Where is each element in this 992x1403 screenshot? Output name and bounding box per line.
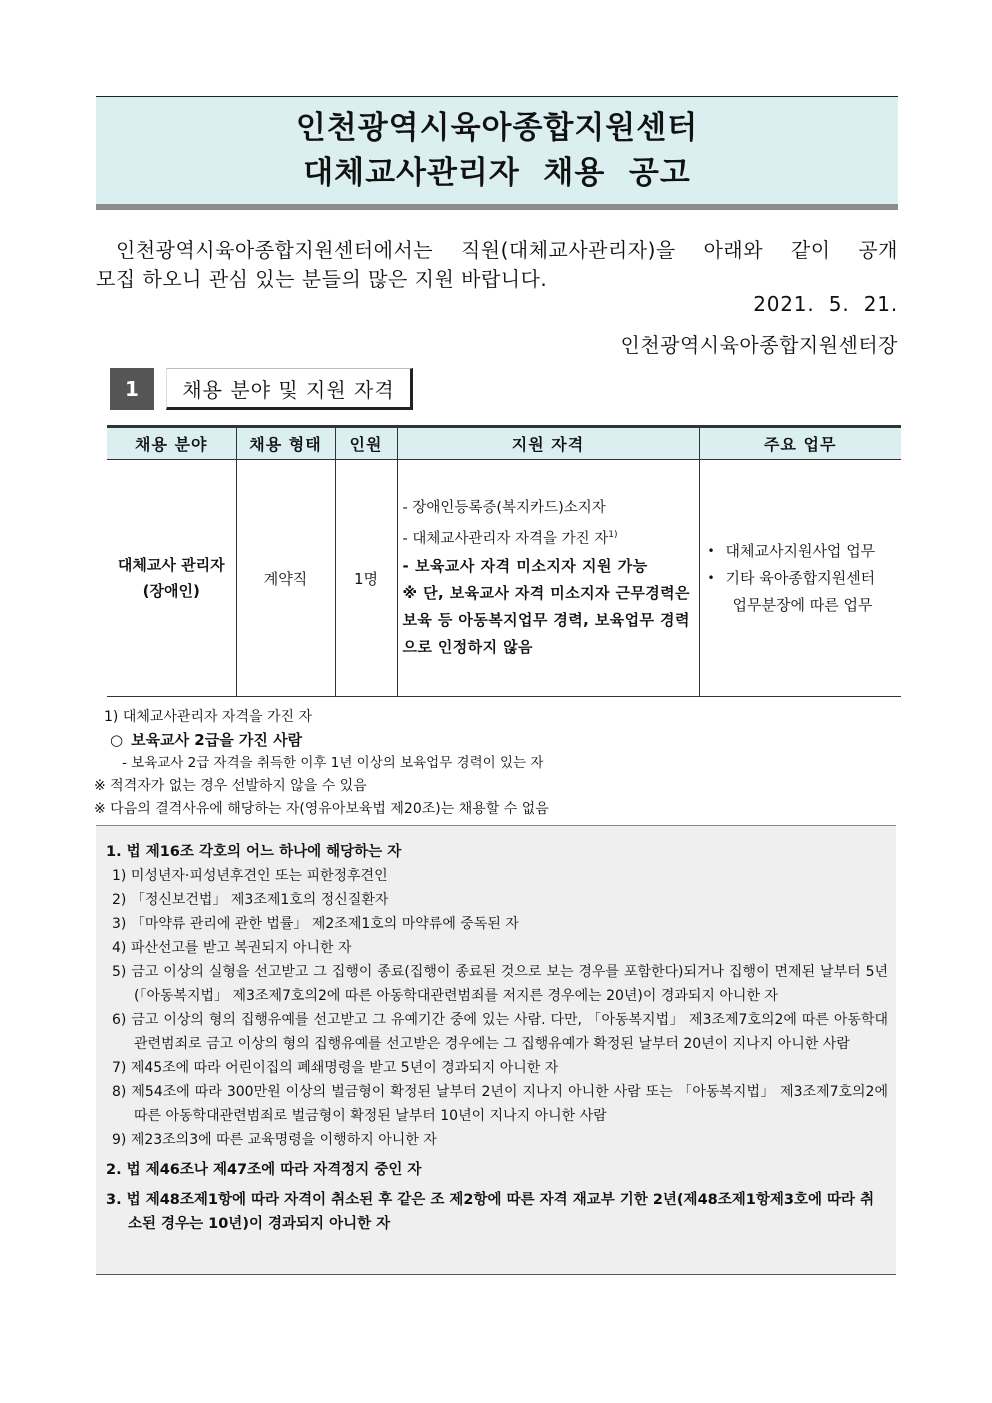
intro-line-2: 모집 하오니 관심 있는 분들의 많은 지원 바랍니다. [96, 267, 548, 291]
list-item: 5) 금고 이상의 실형을 선고받고 그 집행이 종료(집행이 종료된 것으로 보는 경우를 포함한다)되거나 집행이 면제된 날부터 5년(「아동복지법」 제3조제7호의2에 따른 아동학대관련범죄를 저지른 경우에는 20년)이 경과되지 아니한 자 [112, 964, 888, 1004]
duty-item: • 기타 육아종합지원센터 [708, 565, 894, 592]
list-item: 6) 금고 이상의 형의 집행유예를 선고받고 그 유예기간 중에 있는 사람. 다만, 「아동복지법」 제3조제7호의2에 따른 아동학대관련범죄로 금고 이상의 형의 집행유예를 선고받은 경우에는 그 집행유예가 확정된 날부터 20년이 지나지 아니한 사람 [112, 1012, 888, 1052]
footnote-marker: 1) [608, 530, 618, 541]
qualification-item: - 장애인등록증(복지카드)소지자 [402, 500, 606, 517]
title-line-1: 인천광역시육아종합지원센터 [295, 109, 699, 146]
table-header-row [107, 427, 901, 460]
table-row [107, 460, 901, 697]
list-item: 8) 제54조에 따라 300만원 이상의 벌금형이 확정된 날부터 2년이 지나지 아니한 사람 또는 「아동복지법」 제3조제7호의2에 따른 아동학대관련범죄로 벌금형이 확정된 날부터 10년이 지나지 아니한 사람 [112, 1084, 888, 1124]
list-item: 1) 미성년자·피성년후견인 또는 피한정후견인 [112, 868, 388, 884]
section-title: 채용 분야 및 지원 자격 [166, 368, 413, 410]
title-line-2: 대체교사관리자 채용 공고 [303, 154, 691, 191]
list-item: 9) 제23조의3에 따른 교육명령을 이행하지 아니한 자 [112, 1132, 437, 1148]
issuing-organization: 인천광역시육아종합지원센터장 [620, 333, 898, 357]
title-box [96, 96, 898, 210]
section-number: 1 [110, 368, 154, 410]
note-qualification [94, 729, 904, 752]
note-disqualification: ※ 다음의 결격사유에 해당하는 자(영유아보육법 제20조)는 채용할 수 없음 [94, 801, 549, 817]
qualification-note: ※ 단, 보육교사 자격 미소지자 근무경력은 보육 등 아동복지업무 경력, 보육업무 경력으로 인정하지 않음 [402, 583, 690, 656]
cell-qualification [397, 460, 699, 697]
duty-item-continued: 업무분장에 따른 업무 [732, 595, 873, 614]
disqualification-heading-2: 2. 법 제46조나 제47조에 따라 자격정지 중인 자 [106, 1162, 422, 1178]
cell-count: 1명 [335, 460, 397, 697]
list-item: 3) 「마약류 관리에 관한 법률」 제2조제1호의 마약류에 중독된 자 [112, 916, 519, 932]
circle-bullet: ○ [110, 731, 124, 749]
intro-line-1: 인천광역시육아종합지원센터에서는 직원(대체교사관리자)을 아래와 같이 공개 [116, 238, 898, 262]
field-name-line-1: 대체교사 관리자 [117, 556, 225, 574]
list-item: 4) 파산선고를 받고 복권되지 아니한 자 [112, 940, 352, 956]
footnote-1: 1) 대체교사관리자 자격을 가진 자 [104, 709, 312, 725]
header-qualification: 지원 자격 [397, 427, 699, 460]
cell-type: 계약직 [236, 460, 335, 697]
header-count: 인원 [335, 427, 397, 460]
list-item: 7) 제45조에 따라 어린이집의 폐쇄명령을 받고 5년이 경과되지 아니한 자 [112, 1060, 559, 1076]
duty-item: • 대체교사지원사업 업무 [708, 538, 894, 565]
field-name-line-2: (장애인) [142, 582, 200, 600]
header-duty: 주요 업무 [699, 427, 901, 460]
intro-paragraph [96, 236, 898, 294]
notes [94, 706, 904, 821]
disqualification-box [96, 825, 896, 1275]
announcement-date: 2021. 5. 21. [753, 292, 898, 316]
qualification-item [403, 522, 695, 553]
header-type: 채용 형태 [236, 427, 335, 460]
cell-duty [699, 460, 901, 697]
note-detail: - 보육교사 2급 자격을 취득한 이후 1년 이상의 보육업무 경력이 있는 자 [122, 755, 544, 771]
disqualification-heading-1: 1. 법 제16조 각호의 어느 하나에 해당하는 자 [106, 844, 402, 860]
header-field: 채용 분야 [107, 427, 236, 460]
note-no-candidate: ※ 적격자가 없는 경우 선발하지 않을 수 있음 [94, 778, 367, 794]
recruitment-table [107, 425, 901, 697]
note-qualification-text: 보육교사 2급을 가진 사람 [131, 731, 303, 749]
disqualification-heading-3: 3. 법 제48조제1항에 따라 자격이 취소된 후 같은 조 제2항에 따른 자격 재교부 기한 2년(제48조제1항제3호에 따라 취소된 경우는 10년)이 경과되지 아니한 자 [106, 1192, 875, 1232]
qualification-text: - 대체교사관리자 자격을 가진 자 [402, 530, 609, 547]
qualification-item: - 보육교사 자격 미소지자 지원 가능 [402, 556, 648, 575]
list-item: 2) 「정신보건법」 제3조제1호의 정신질환자 [112, 892, 389, 908]
cell-field [107, 460, 236, 697]
